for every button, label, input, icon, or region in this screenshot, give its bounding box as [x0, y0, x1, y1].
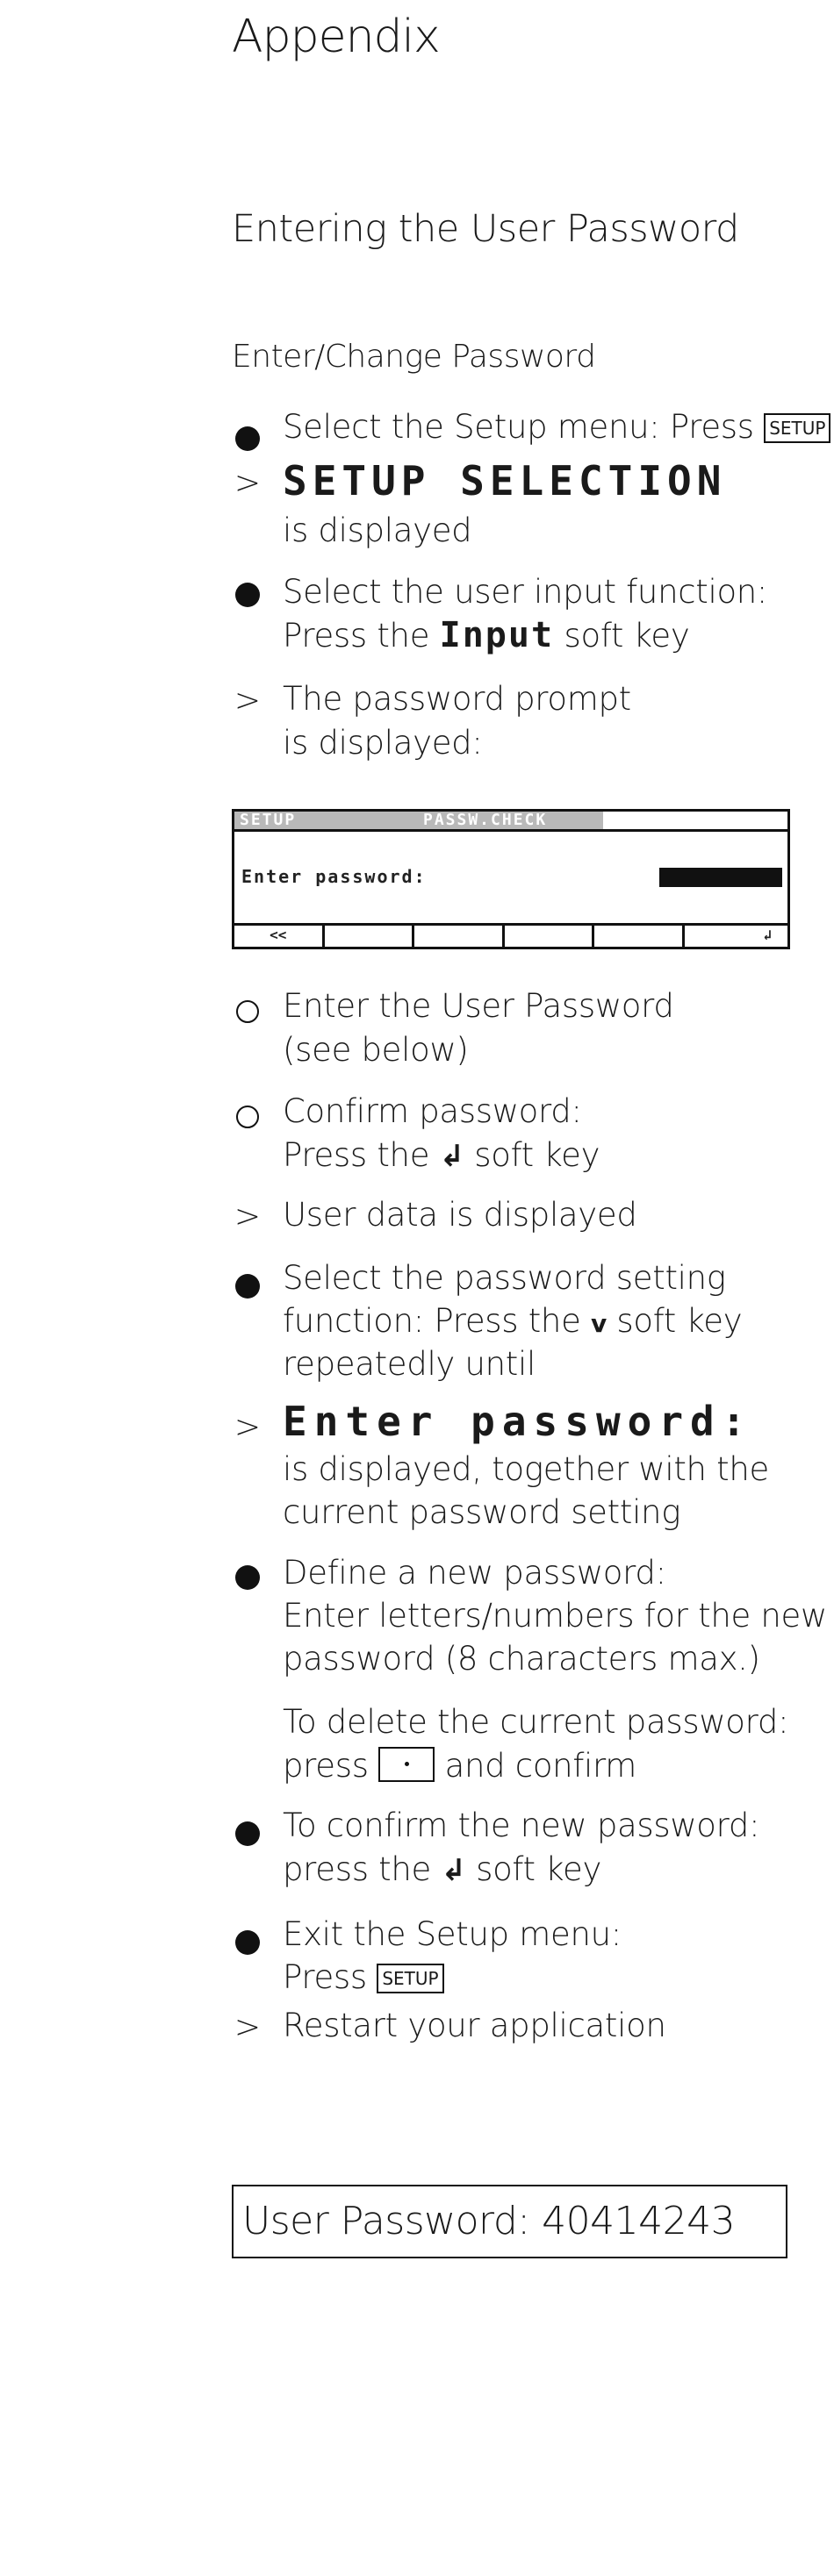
step-setup-selection: [283, 457, 727, 505]
lcd-password-field: [659, 868, 782, 887]
step-text: Exit the Setup menu:: [283, 1915, 622, 1953]
circle-marker: [230, 1100, 265, 1136]
step-text: and confirm: [435, 1747, 637, 1785]
bullet-marker: [230, 1818, 265, 1854]
setup-key: SETUP: [377, 1964, 443, 1993]
step-text: is displayed, together with the: [283, 1450, 769, 1488]
bullet-marker: [230, 1562, 265, 1598]
bullet-marker: [230, 423, 265, 459]
step-text: Press: [283, 1958, 377, 1996]
lcd-softkey-5: [594, 926, 685, 947]
lcd-softkey-1: <<: [234, 926, 325, 947]
step-text: function: Press the: [283, 1302, 591, 1340]
setup-key: SETUP: [764, 413, 830, 443]
step-text: Restart your application: [283, 2007, 666, 2044]
input-softkey-label: Input: [439, 615, 555, 655]
lcd-prompt: Enter password:: [241, 866, 427, 887]
step-enter-password-display: [283, 1400, 752, 1446]
step-text: press: [283, 1747, 379, 1785]
chevron-down-icon: v: [591, 1309, 607, 1338]
step-select-setup: [283, 405, 830, 448]
step-text: (see below): [283, 1031, 469, 1069]
step-text: soft key: [606, 1302, 743, 1340]
step-confirm-enter: [283, 1134, 600, 1178]
user-password-text: User Password: 40414243: [242, 2199, 736, 2243]
lcd-display: [232, 809, 790, 949]
step-text: Confirm password:: [283, 1092, 582, 1130]
page-title: Appendix: [232, 11, 440, 63]
section-title: Entering the User Password: [232, 207, 739, 251]
result-marker: >: [234, 465, 262, 501]
step-text: Define a new password:: [283, 1554, 666, 1592]
sub-title: Enter/Change Password: [232, 339, 596, 375]
lcd-softkey-bar: [234, 923, 787, 947]
result-marker: >: [234, 1199, 262, 1234]
step-text: soft key: [465, 1850, 602, 1888]
step-text: is displayed: [283, 512, 472, 549]
enter-icon: ↲: [441, 1853, 466, 1888]
step-text: repeatedly until: [283, 1345, 536, 1383]
step-text: Enter letters/numbers for the new: [283, 1597, 827, 1635]
step-text: soft key: [464, 1136, 600, 1174]
step-confirm-new-password: [283, 1848, 601, 1893]
circle-marker: [230, 995, 265, 1031]
result-marker: >: [234, 683, 262, 719]
lcd-header-left: SETUP: [240, 811, 297, 829]
step-text: Press the: [283, 617, 440, 655]
step-text: password (8 characters max.): [283, 1640, 760, 1678]
lcd-header-right: PASSW.CHECK: [423, 811, 548, 829]
step-input-softkey: [283, 614, 689, 657]
step-exit-setup: [283, 1956, 444, 1999]
display-text-setup-selection: SETUP SELECTION: [283, 457, 727, 504]
bullet-marker: [230, 579, 265, 615]
decimal-point-key: [378, 1747, 435, 1782]
step-text: current password setting: [283, 1493, 681, 1531]
step-text: Select the Setup menu: Press: [283, 408, 765, 446]
bullet-marker: [230, 1927, 265, 1963]
result-marker: >: [234, 2009, 262, 2045]
step-text: Select the user input function:: [283, 573, 768, 611]
lcd-header: [234, 812, 787, 832]
lcd-softkey-3: [414, 926, 505, 947]
step-text: Enter the User Password: [283, 987, 674, 1025]
step-text: To confirm the new password:: [283, 1807, 760, 1844]
lcd-softkey-2: [325, 926, 415, 947]
step-text: press the: [283, 1850, 442, 1888]
lcd-softkey-6: ↲: [763, 927, 772, 943]
step-text: The password prompt: [283, 680, 631, 718]
bullet-marker: [230, 1270, 265, 1306]
step-text: Press the: [283, 1136, 440, 1174]
step-down-softkey: [283, 1299, 742, 1345]
step-delete-password: [283, 1744, 636, 1787]
enter-icon: ↲: [439, 1139, 464, 1174]
step-text: To delete the current password:: [283, 1703, 789, 1741]
step-text: is displayed:: [283, 724, 483, 762]
step-text: Select the password setting: [283, 1259, 726, 1297]
user-password-box: [232, 2185, 787, 2258]
display-text-enter-password: Enter password:: [283, 1398, 753, 1445]
lcd-softkey-4: [505, 926, 595, 947]
result-marker: >: [234, 1409, 262, 1445]
step-text: soft key: [554, 617, 690, 655]
step-text: User data is displayed: [283, 1196, 637, 1234]
